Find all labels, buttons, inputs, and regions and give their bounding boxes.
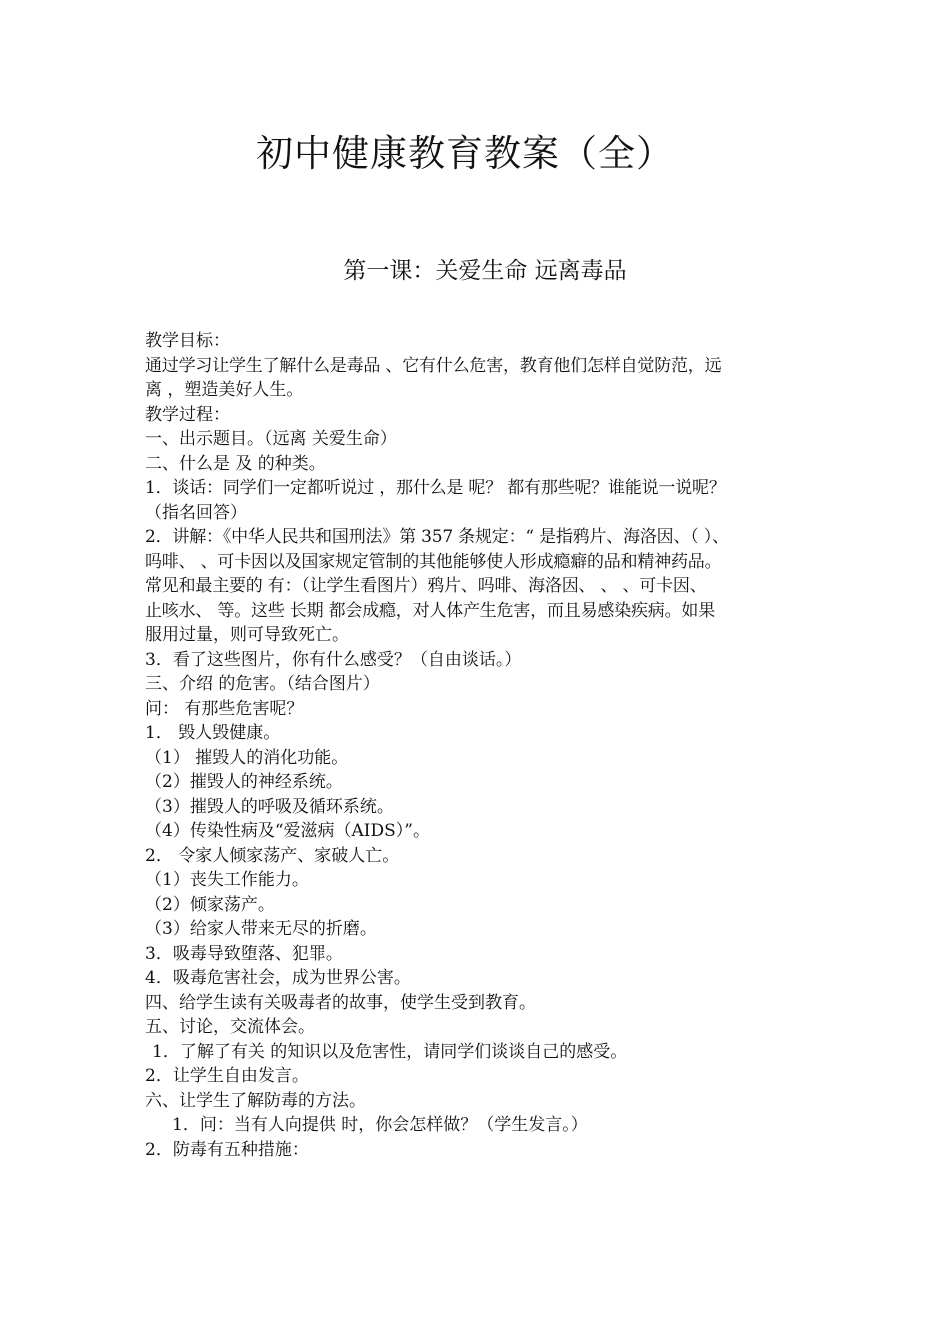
sub-list-item: （4）传染性病及“爱滋病（AIDS）”。 <box>145 821 430 841</box>
lesson-body <box>145 329 825 1162</box>
sub-list-item: （2）倾家荡产。 <box>145 894 275 915</box>
section-heading: 四、给学生读有关吸毒者的故事，使学生受到教育。 <box>145 992 536 1013</box>
paragraph-line: 止咳水、 等。这些 长期 都会成瘾，对人体产生危害，而且易感染疾病。如果 <box>145 600 716 621</box>
list-item: 1．谈话：同学们一定都听说过 ，那什么是 呢？ 都有那些呢？谁能说一说呢？ <box>145 478 726 498</box>
sub-list-item: （3）给家人带来无尽的折磨。 <box>145 919 377 939</box>
list-item: 1． 毁人毁健康。 <box>145 723 281 743</box>
paragraph-line: 吗啡、 、可卡因以及国家规定管制的其他能够使人形成瘾癖的品和精神药品。 <box>145 551 722 572</box>
paragraph-line: 离 ，塑造美好人生。 <box>145 380 304 400</box>
paragraph-line: 问： 有那些危害呢？ <box>145 698 304 719</box>
list-item: 2．防毒有五种措施： <box>145 1139 309 1160</box>
list-item: 1．问：当有人向提供 时，你会怎样做？（学生发言。） <box>172 1115 588 1135</box>
document-title: 初中健康教育教案（全） <box>256 132 674 175</box>
sub-list-item: （1） 摧毁人的消化功能。 <box>145 747 349 768</box>
section-heading: 一、出示题目。（远离 关爱生命） <box>145 429 397 449</box>
lesson-title: 第一课：关爱生命 远离毒品 <box>343 258 627 284</box>
list-item: 2．讲解：《中华人民共和国刑法》第 357 条规定：“ 是指鸦片、海洛因、（ ）、 <box>145 527 729 547</box>
list-item: 3．看了这些图片，你有什么感受？（自由谈话。） <box>145 649 522 670</box>
section-heading: 三、介绍 的危害。（结合图片） <box>145 674 380 694</box>
section-heading: 五、讨论，交流体会。 <box>145 1017 315 1037</box>
section-heading: 六、让学生了解防毒的方法。 <box>145 1090 366 1111</box>
paragraph-line: 服用过量，则可导致死亡。 <box>145 625 349 645</box>
section-heading: 二、什么是 及 的种类。 <box>145 453 326 474</box>
list-item: 4．吸毒危害社会，成为世界公害。 <box>145 968 411 988</box>
list-item: 3．吸毒导致堕落、犯罪。 <box>145 943 343 964</box>
paragraph-line: 通过学习让学生了解什么是毒品 、它有什么危害，教育他们怎样自觉防范，远 <box>145 355 722 376</box>
paragraph-line: 常见和最主要的 有：（让学生看图片）鸦片、吗啡、海洛因、 、 、可卡因、 <box>145 576 707 596</box>
heading-teaching-process: 教学过程： <box>145 404 230 425</box>
sub-list-item: （2）摧毁人的神经系统。 <box>145 772 343 792</box>
heading-teaching-goals: 教学目标： <box>145 331 230 351</box>
list-item: 2． 令家人倾家荡产、家破人亡。 <box>145 845 400 866</box>
sub-list-item: （3）摧毁人的呼吸及循环系统。 <box>145 796 394 817</box>
paragraph-line: （指名回答） <box>145 502 247 523</box>
list-item: 1．了解了有关 的知识以及危害性，请同学们谈谈自己的感受。 <box>152 1041 628 1062</box>
sub-list-item: （1）丧失工作能力。 <box>145 870 309 890</box>
list-item: 2．让学生自由发言。 <box>145 1066 309 1086</box>
